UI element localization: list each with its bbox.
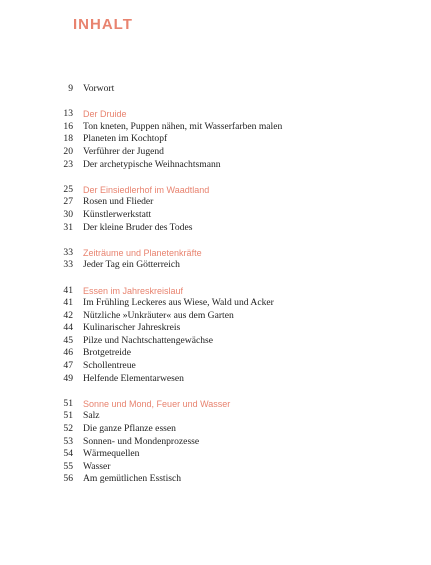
toc-section-title: Der Druide [83,109,127,120]
toc-entry [0,159,431,172]
toc-entry-title: Kulinarischer Jahreskreis [83,322,181,334]
toc-entry-title: Schollentreue [83,360,136,372]
toc-entry [0,222,431,235]
toc-page-number: 55 [63,460,73,472]
toc-page-number: 30 [63,208,73,220]
toc-page-number: 25 [63,183,73,195]
toc-entry-title: Salz [83,410,100,422]
page-title: INHALT [73,16,133,33]
toc-section-heading [0,108,431,121]
toc-page-number: 54 [63,448,73,460]
toc-section-title: Der Einsiedlerhof im Waadtland [83,184,210,195]
toc-entry-title: Helfende Elementarwesen [83,372,184,384]
toc-entry-title: Pilze und Nachtschattengewächse [83,334,213,346]
toc-page-number: 44 [63,322,73,334]
toc-entry [0,448,431,461]
toc-entry [0,423,431,436]
toc-entry [0,259,431,272]
toc-entry-title: Vorwort [83,83,115,94]
toc-entry [0,347,431,360]
toc-entry-title: Brotgetreide [83,347,131,359]
toc-page-number: 31 [63,221,73,233]
toc-entry [0,360,431,373]
toc-entry-title: Im Frühling Leckeres aus Wiese, Wald und Acker [83,297,274,309]
toc-page-number: 52 [63,423,73,435]
toc-entry [0,146,431,159]
toc-page-number: 53 [63,435,73,447]
toc-entry [0,209,431,222]
toc-section-title: Essen im Jahreskreislauf [83,285,184,296]
toc-entry-title: Am gemütlichen Esstisch [83,473,182,485]
toc-entry-title: Planeten im Kochtopf [83,133,168,145]
toc-page-number: 51 [63,397,73,409]
toc-section-title: Zeiträume und Planetenkräfte [83,247,202,258]
toc-section-title: Sonne und Mond, Feuer und Wasser [83,398,231,409]
toc-page-number: 56 [63,473,73,485]
toc-page-number: 33 [63,259,73,271]
toc-page-number: 33 [63,246,73,258]
toc-page-number: 27 [63,196,73,208]
toc-entry [0,436,431,449]
toc-page-number: 20 [63,145,73,157]
toc-entry-title: Der archetypische Weihnachtsmann [83,158,221,170]
toc-entry-title: Rosen und Flieder [83,196,154,208]
table-of-contents [0,83,431,486]
toc-entry-title: Verführer der Jugend [83,145,164,157]
toc-page-number: 42 [63,309,73,321]
toc-page-number: 13 [63,108,73,120]
toc-page-number: 9 [68,83,73,94]
toc-page-number: 23 [63,158,73,170]
toc-entry-title: Künstlerwerkstatt [83,208,152,220]
toc-entry [0,335,431,348]
toc-page-number: 18 [63,133,73,145]
toc-entry-title: Ton kneten, Puppen nähen, mit Wasserfarben malen [83,120,283,132]
toc-section-heading [0,285,431,298]
toc-entry-title: Sonnen- und Mondenprozesse [83,435,200,447]
toc-entry [0,297,431,310]
toc-page-number: 16 [63,120,73,132]
toc-entry-title: Wärmequellen [83,448,140,460]
toc-page-number: 46 [63,347,73,359]
toc-entry [0,310,431,323]
toc-entry [0,83,431,96]
toc-entry [0,133,431,146]
toc-entry [0,373,431,386]
toc-entry-title: Die ganze Pflanze essen [83,423,176,435]
toc-entry [0,196,431,209]
toc-page-number: 41 [63,297,73,309]
toc-section-heading [0,184,431,197]
toc-page-number: 51 [63,410,73,422]
toc-entry-title: Wasser [83,460,111,472]
toc-entry [0,473,431,486]
toc-page-number: 47 [63,360,73,372]
toc-page-number: 49 [63,372,73,384]
toc-page-number: 41 [63,284,73,296]
toc-entry-title: Nützliche »Unkräuter« aus dem Garten [83,309,234,321]
toc-entry [0,410,431,423]
toc-section-heading [0,398,431,411]
toc-section-heading [0,247,431,260]
toc-page-number: 45 [63,334,73,346]
toc-entry [0,121,431,134]
toc-entry [0,322,431,335]
toc-entry [0,461,431,474]
toc-entry-title: Der kleine Bruder des Todes [83,221,193,233]
toc-entry-title: Jeder Tag ein Götterreich [83,259,180,271]
